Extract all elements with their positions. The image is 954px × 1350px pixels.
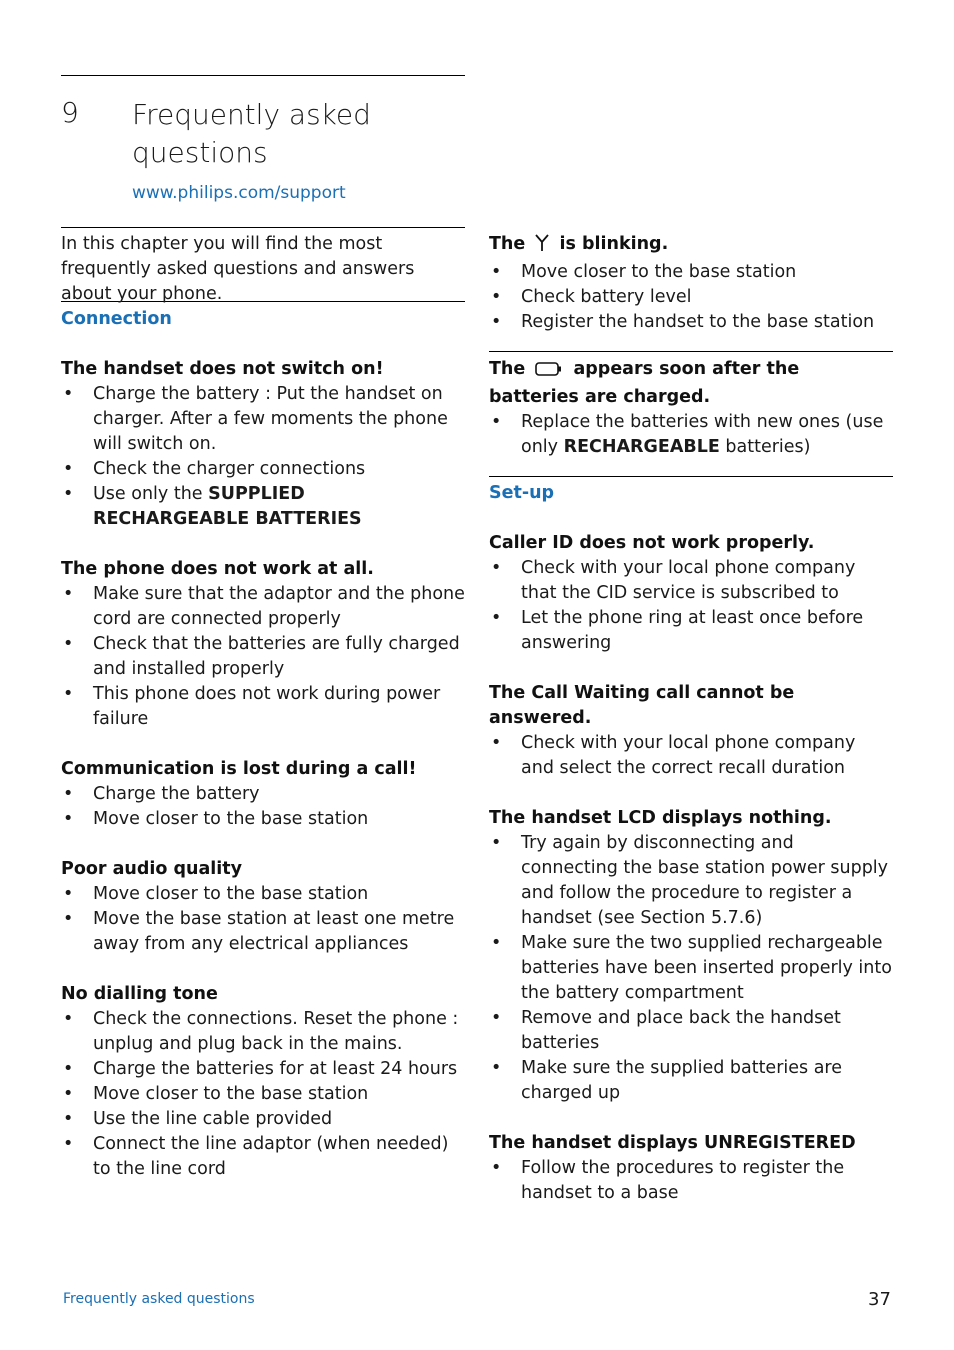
list-item: [489, 410, 893, 460]
list-item: • This phone does not work during power failure: [61, 682, 465, 732]
antenna-icon: [535, 232, 549, 260]
question-communication-lost: Communication is lost during a call!: [61, 759, 417, 779]
setup-rule: [489, 476, 893, 477]
list-item: • Check the charger connections: [61, 457, 465, 482]
list-item: • Let the phone ring at least once before answering: [489, 606, 893, 656]
list-item: • Check the connections. Reset the phone : unplug and plug back in the mains.: [61, 1007, 465, 1057]
chapter-number: 9: [61, 96, 79, 129]
right-column-setup: [489, 481, 893, 1206]
question-unregistered: The handset displays UNREGISTERED: [489, 1133, 856, 1153]
question-text-post: is blinking.: [559, 234, 669, 254]
right-column-top: [489, 232, 893, 335]
question-text-post: appears soon after the batteries are charged.: [489, 359, 800, 407]
battery-empty-icon: [535, 360, 563, 385]
list-item: [61, 482, 465, 532]
question-call-waiting: The Call Waiting call cannot be answered.: [489, 683, 795, 728]
intro-rule: [61, 227, 465, 228]
list-item-bold: RECHARGEABLE: [563, 437, 720, 457]
footer-section-title: Frequently asked questions: [63, 1291, 255, 1307]
intro-text-block: [61, 232, 465, 307]
top-rule: [61, 75, 465, 76]
chapter-title: Frequently asked questions: [132, 98, 371, 169]
list-item: • Charge the batteries for at least 24 hours: [61, 1057, 465, 1082]
list-item-text: Replace the batteries with new ones (use only: [521, 412, 884, 457]
list-item: • Move the base station at least one metre away from any electrical appliances: [61, 907, 465, 957]
list-item: • Follow the procedures to register the handset to a base: [489, 1156, 893, 1206]
question-battery-appears: [489, 357, 893, 410]
question-phone-not-work: The phone does not work at all.: [61, 559, 374, 579]
question-lcd-nothing: The handset LCD displays nothing.: [489, 808, 832, 828]
question-text-pre: The: [489, 359, 526, 379]
section-connection: Connection: [61, 309, 172, 329]
question-poor-audio: Poor audio quality: [61, 859, 243, 879]
list-item-text: Use only the: [93, 484, 209, 504]
question-no-dialling-tone: No dialling tone: [61, 984, 218, 1004]
list-item: • Use the line cable provided: [61, 1107, 465, 1132]
list-item: • Try again by disconnecting and connecting the base station power supply and follow the procedure to register a handset (see Section 5.7.6): [489, 831, 893, 931]
list-item: • Make sure the supplied batteries are charged up: [489, 1056, 893, 1106]
list-item: • Check that the batteries are fully charged and installed properly: [61, 632, 465, 682]
question-handset-not-switch-on: The handset does not switch on!: [61, 359, 384, 379]
list-item: • Check with your local phone company that the CID service is subscribed to: [489, 556, 893, 606]
list-item-bold: SUPPLIED RECHARGEABLE BATTERIES: [93, 484, 362, 529]
intro-text: In this chapter you will find the most frequently asked questions and answers about your phone.: [61, 234, 415, 304]
list-item: • Charge the battery : Put the handset on charger. After a few moments the phone will switch on.: [61, 382, 465, 457]
question-text-pre: The: [489, 234, 526, 254]
page-number: 37: [868, 1289, 891, 1310]
list-item: • Check battery level: [489, 285, 893, 310]
list-item: • Connect the line adaptor (when needed) to the line cord: [61, 1132, 465, 1182]
right-rule-1: [489, 351, 893, 352]
right-column-battery: [489, 357, 893, 460]
list-item: • Move closer to the base station: [61, 1082, 465, 1107]
list-item: • Make sure the two supplied rechargeable batteries have been inserted properly into the battery compartment: [489, 931, 893, 1006]
list-item: • Move closer to the base station: [489, 260, 893, 285]
left-column: [61, 307, 465, 1182]
support-link[interactable]: www.philips.com/support: [132, 183, 346, 203]
question-caller-id: Caller ID does not work properly.: [489, 533, 815, 553]
list-item: • Remove and place back the handset batteries: [489, 1006, 893, 1056]
list-item: • Move closer to the base station: [61, 882, 465, 907]
list-item: • Charge the battery: [61, 782, 465, 807]
section-setup: Set-up: [489, 483, 555, 503]
list-item: • Check with your local phone company and select the correct recall duration: [489, 731, 893, 781]
list-item: • Move closer to the base station: [61, 807, 465, 832]
list-item: • Make sure that the adaptor and the phone cord are connected properly: [61, 582, 465, 632]
list-item: • Register the handset to the base station: [489, 310, 893, 335]
list-item-text-end: batteries): [719, 437, 811, 457]
question-antenna-blinking: [489, 232, 893, 260]
